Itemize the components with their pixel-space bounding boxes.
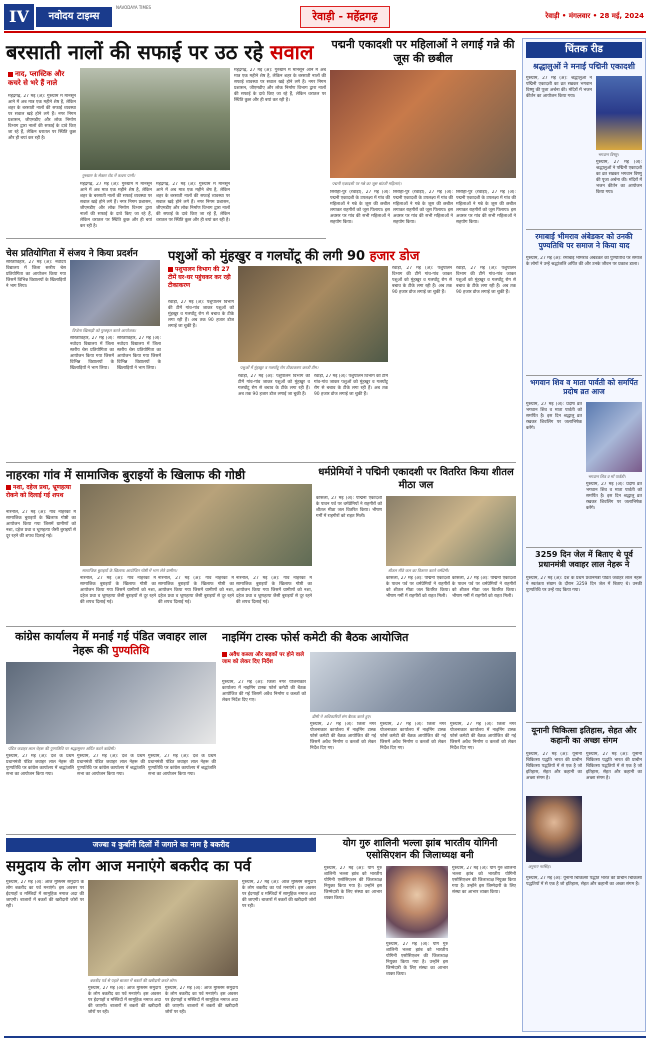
story1-body-col2: महेंद्रगढ़, 27 मई (अ): गुरुग्राम में मानसून आने में अब मात्र एक महीने शेष है, लेकिन शहर के बरसाती नालों की सफाई व्यवस्था पर सवाल खड़े होने लगे हैं। नगर निगम प्रशासन, जीएमडीए और लोक निर्माण विभाग द्वारा नालों की सफाई के दावे किए जा रहे हैं, लेकिन धरातल पर स्थिति कुछ और ही बयां कर रही है। xyxy=(80,182,152,229)
story4-body-col4: रेवाड़ी, 27 मई (अ): पशुपालन विभाग की टीमें गांव-गांव जाकर पशुओं को मुंहखुर व गलघोंटू रोग से बचाव के टीके लगा रही हैं। अब तक 90 हजार डोज लगाई जा चुकी हैं। xyxy=(392,266,452,295)
footer-rule xyxy=(4,1036,646,1038)
sidebar-item5-body: गुरुग्राम, 27 मई (अ): यूनानी चिकित्सा पद्धति भारत की प्राचीन चिकित्सा पद्धतियों में से एक है जो इतिहास, सेहत और कहानी का अच्छा संगम है। xyxy=(526,752,582,781)
story1-photo xyxy=(80,68,230,170)
story5-caption: सामाजिक बुराइयों के खिलाफ आयोजित गोष्ठी में भाग लेते ग्रामीण। xyxy=(82,568,178,573)
story8-photo xyxy=(310,652,516,712)
story1-body-col1: महेंद्रगढ़, 27 मई (अ): गुरुग्राम में मानसून आने में अब मात्र एक महीने शेष है, लेकिन शहर के बरसाती नालों की सफाई व्यवस्था पर सवाल खड़े होने लगे हैं। नगर निगम प्रशासन, जीएमडीए और लोक निर्माण विभाग द्वारा नालों की सफाई के दावे किए जा रहे हैं, लेकिन धरातल पर स्थिति कुछ और ही बयां कर रही है। xyxy=(8,94,76,141)
sidebar-item5-body-col3: गुरुग्राम, 27 मई (अ): यूनानी चिकित्सा पद्धति भारत की प्राचीन चिकित्सा पद्धतियों में से एक है जो इतिहास, सेहत और कहानी का अच्छा संगम है। xyxy=(526,876,642,887)
divider xyxy=(526,547,642,548)
sidebar-item5-caption: अनुराग नरसिंह। xyxy=(528,864,551,869)
divider xyxy=(6,238,326,239)
story4-body-col2: रेवाड़ी, 27 मई (अ): पशुपालन विभाग की टीमें गांव-गांव जाकर पशुओं को मुंहखुर व गलघोंटू रोग से बचाव के टीके लगा रही हैं। अब तक 90 हजार डोज लगाई जा चुकी हैं। xyxy=(238,374,310,397)
story7-photo xyxy=(6,662,216,744)
story7-body-col3: गुरुग्राम, 27 मई (अ): देश के प्रथम प्रधानमंत्री पंडित जवाहर लाल नेहरू की पुण्यतिथि पर कांग्रेस कार्यालय में श्रद्धांजलि सभा का आयोजन किया गया। xyxy=(148,754,216,777)
story4-body-col3: रेवाड़ी, 27 मई (अ): पशुपालन विभाग की टीमें गांव-गांव जाकर पशुओं को मुंहखुर व गलघोंटू रोग से बचाव के टीके लगा रही हैं। अब तक 90 हजार डोज लगाई जा चुकी हैं। xyxy=(314,374,388,397)
story6-body-col1: कोसली, 27 मई (अ): पद्मिनी एकादशी के पावन पर्व पर धर्मप्रेमियों ने राहगीरों को शीतल मीठा जल वितरित किया। भीषण गर्मी में राहगीरों को राहत मिली। xyxy=(316,496,382,519)
story2-body-col2: सिरोही-पुर (रेवाड़ी), 27 मई (अ): पद्मनी एकादशी के उपलक्ष्य में गांव की महिलाओं ने गन्ने के जूस की छबील लगाकर राहगीरों को जूस पिलाया। इस अवसर पर गांव की सभी महिलाओं ने सहयोग किया। xyxy=(393,190,453,225)
story7-caption: पंडित जवाहर लाल नेहरू की पुण्यतिथि पर श्रद्धासुमन अर्पित करते कांग्रेसी। xyxy=(8,746,116,751)
story8-body-col1: गुरुग्राम, 27 मई (अ): जिला नगर योजनाकार कार्यालय में नाइमिंग टास्क फोर्स कमेटी की बैठक आयोजित की गई जिसमें अवैध निर्माण व कब्जों को लेकर निर्देश दिए गए। xyxy=(222,680,306,703)
story3-body-col3: सरिताविहार, 27 मई (अ): नवोदय विद्यालय में जिला स्तरीय चेस प्रतियोगिता का आयोजन किया गया जिसमें विभिन्न विद्यालयों के खिलाड़ियों ने भाग लिया। xyxy=(117,336,161,371)
story7-headline-accent: पुण्यतिथि xyxy=(112,644,150,657)
story4-headline-accent: हजार डोज xyxy=(369,249,420,264)
bullet-icon xyxy=(222,652,227,657)
story1-subhead-text: नाद, प्लास्टिक और कचरे से भरे हैं नाले xyxy=(8,70,65,87)
sidebar-item4-headline: 3259 दिन जेल में बिताए थे पूर्व प्रधानमंत्री जवाहर लाल नेहरू ने xyxy=(535,550,633,569)
story2-caption: पद्मनी एकादशी पर गन्ने का जूस बांटती महिलाएं। xyxy=(332,181,402,186)
story5-body-col3: नारनौल, 27 मई (अ): गांव नाहरका में सामाजिक बुराइयों के खिलाफ गोष्ठी का आयोजन किया गया जिसमें ग्रामीणों को नशा, दहेज प्रथा व भ्रूणहत्या जैसी बुराइयों से दूर रहने की शपथ दिलाई गई। xyxy=(158,576,234,605)
page-number: IV xyxy=(4,4,34,30)
story3-headline: चेस प्रतियोगिता में संजय ने किया प्रदर्शन xyxy=(6,249,138,259)
story3-body-col1: सरिताविहार, 27 मई (अ): नवोदय विद्यालय में जिला स्तरीय चेस प्रतियोगिता का आयोजन किया गया जिसमें विभिन्न विद्यालयों के खिलाड़ियों ने भाग लिया। xyxy=(6,260,66,289)
story9-body-col1: गुरुग्राम, 27 मई (अ): आज मुस्लिम समुदाय के लोग बकरीद का पर्व मनाएंगे। इस अवसर पर ईदगाहों व मस्जिदों में सामूहिक नमाज अदा की जाएगी। बाजारों में बकरों की खरीदारी जोरों पर रही। xyxy=(6,880,84,909)
story10-portrait xyxy=(386,866,448,938)
story9-headline: समुदाय के लोग आज मनाएंगे बकरीद का पर्व xyxy=(6,857,251,875)
story4-headline-text: पशुओं को मुंहखुर व गलघोंटू की लगी 90 xyxy=(168,249,366,264)
story10-body-col3: गुरुग्राम, 27 मई (अ): योग गुरु शालिनी भल्ला झांब को भारतीय योगिनी एसोसिएशन की जिलाध्यक्ष नियुक्त किया गया है। उन्होंने इस जिम्मेदारी के लिए संस्था का आभार व्यक्त किया। xyxy=(452,866,516,895)
story5-subhead xyxy=(6,484,76,500)
story4-subhead xyxy=(168,266,234,290)
story5-headline: नाहरका गांव में सामाजिक बुराइयों के खिलाफ की गोष्ठी xyxy=(6,468,246,482)
story8-subhead xyxy=(222,652,306,666)
story9-kicker: जज्बा व कुर्बानी दिलों में जगाने का नाम है बकरीद xyxy=(6,838,316,852)
story1-headline-text: बरसाती नालों की सफाई पर उठ रहे xyxy=(6,40,264,64)
story6-photo xyxy=(386,496,516,566)
story10-headline: योग गुरु शालिनी भल्ला झांब भारतीय योगिनी एसोसिएशन की जिलाध्यक्ष बनी xyxy=(342,838,498,861)
story8-body-col2: गुरुग्राम, 27 मई (अ): जिला नगर योजनाकार कार्यालय में नाइमिंग टास्क फोर्स कमेटी की बैठक आयोजित की गई जिसमें अवैध निर्माण व कब्जों को लेकर निर्देश दिए गए। xyxy=(310,722,376,751)
story5-body-col2: नारनौल, 27 मई (अ): गांव नाहरका में सामाजिक बुराइयों के खिलाफ गोष्ठी का आयोजन किया गया जिसमें ग्रामीणों को नशा, दहेज प्रथा व भ्रूणहत्या जैसी बुराइयों से दूर रहने की शपथ दिलाई गई। xyxy=(80,576,156,605)
divider xyxy=(6,834,516,835)
story1-headline xyxy=(6,38,326,65)
sidebar-item3-caption: भगवान शिव व माँ पार्वती। xyxy=(588,474,626,479)
story4-photo xyxy=(238,266,388,362)
story1-body-col3: महेंद्रगढ़, 27 मई (अ): गुरुग्राम में मानसून आने में अब मात्र एक महीने शेष है, लेकिन शहर के बरसाती नालों की सफाई व्यवस्था पर सवाल खड़े होने लगे हैं। नगर निगम प्रशासन, जीएमडीए और लोक निर्माण विभाग द्वारा नालों की सफाई के दावे किए जा रहे हैं, लेकिन धरातल पर स्थिति कुछ और ही बयां कर रही है। xyxy=(156,182,230,223)
sidebar-item3-body: गुरुग्राम, 27 मई (अ): प्रदोष व्रत भगवान शिव व माता पार्वती को समर्पित है। इस दिन श्रद्धालु व्रत रखकर शिवलिंग पर जलाभिषेक करेंगे। xyxy=(526,402,582,431)
masthead-small-text: NAVODAYA TIMES xyxy=(116,5,152,10)
story2-headline: पद्मनी एकादशी पर महिलाओं ने लगाई गन्ने की जूस की छबील xyxy=(331,38,515,65)
story8-body-col4: गुरुग्राम, 27 मई (अ): जिला नगर योजनाकार कार्यालय में नाइमिंग टास्क फोर्स कमेटी की बैठक आयोजित की गई जिसमें अवैध निर्माण व कब्जों को लेकर निर्देश दिए गए। xyxy=(450,722,516,751)
sidebar-item2-headline: रमाबाई भीमराव अंबेडकर को उनकी पुण्यतिथि पर समाज ने किया याद xyxy=(535,232,633,250)
dateline: रेवाड़ी • मंगलवार • 28 मई, 2024 xyxy=(545,12,644,20)
story3-photo xyxy=(70,260,160,326)
story6-body-col2: कोसली, 27 मई (अ): पद्मिनी एकादशी के पावन पर्व पर धर्मप्रेमियों ने राहगीरों को शीतल मीठा जल वितरित किया। भीषण गर्मी में राहगीरों को राहत मिली। xyxy=(386,576,450,599)
story5-body-col4: नारनौल, 27 मई (अ): गांव नाहरका में सामाजिक बुराइयों के खिलाफ गोष्ठी का आयोजन किया गया जिसमें ग्रामीणों को नशा, दहेज प्रथा व भ्रूणहत्या जैसी बुराइयों से दूर रहने की शपथ दिलाई गई। xyxy=(236,576,312,605)
sidebar-item3-headline: भगवान शिव व माता पार्वती को समर्पित प्रदोष व्रत आज xyxy=(530,378,638,396)
sidebar-item1-body: गुरुग्राम, 27 मई (अ): श्रद्धालुओं ने पद्मिनी एकादशी का व्रत रखकर भगवान विष्णु की पूजा अर्चना की। मंदिरों में भजन कीर्तन का आयोजन किया गया। xyxy=(526,76,592,99)
bullet-icon xyxy=(6,485,11,490)
sidebar-item5-portrait xyxy=(526,796,582,862)
story8-headline: नाइमिंग टास्क फोर्स कमेटी की बैठक आयोजित xyxy=(222,631,409,644)
sidebar-item5-headline: यूनानी चिकित्सा इतिहास, सेहत और कहानी का अच्छा संगम xyxy=(531,726,637,745)
story8-body-col3: गुरुग्राम, 27 मई (अ): जिला नगर योजनाकार कार्यालय में नाइमिंग टास्क फोर्स कमेटी की बैठक आयोजित की गई जिसमें अवैध निर्माण व कब्जों को लेकर निर्देश दिए गए। xyxy=(380,722,446,751)
story2-body-col1: सिरोही-पुर (रेवाड़ी), 27 मई (अ): पद्मनी एकादशी के उपलक्ष्य में गांव की महिलाओं ने गन्ने के जूस की छबील लगाकर राहगीरों को जूस पिलाया। इस अवसर पर गांव की सभी महिलाओं ने सहयोग किया। xyxy=(330,190,390,225)
story3-caption: विजेता खिलाड़ी को पुरस्कृत करते आयोजक। xyxy=(72,328,137,333)
story7-headline-text: कांग्रेस कार्यालय में मनाई गई पंडित जवाहर लाल नेहरू की xyxy=(15,630,207,657)
story1-headline-accent: सवाल xyxy=(270,40,314,64)
story9-caption: बकरीद पर्व से पहले बाजार में बकरों की खरीदारी करते लोग। xyxy=(90,978,177,983)
sidebar-item4-body: गुरुग्राम, 27 मई (अ): देश के प्रथम प्रधानमंत्री पंडित जवाहर लाल नेहरू ने स्वतंत्रता संग्राम के दौरान 3259 दिन जेल में बिताए थे। उनकी पुण्यतिथि पर उन्हें याद किया गया। xyxy=(526,576,642,593)
story8-caption: डीसी ने अधिकारियों संग बैठक करते हुए। xyxy=(312,714,371,719)
story3-body-col2: सरिताविहार, 27 मई (अ): नवोदय विद्यालय में जिला स्तरीय चेस प्रतियोगिता का आयोजन किया गया जिसमें विभिन्न विद्यालयों के खिलाड़ियों ने भाग लिया। xyxy=(70,336,114,371)
story6-body-col3: कोसली, 27 मई (अ): पद्मिनी एकादशी के पावन पर्व पर धर्मप्रेमियों ने राहगीरों को शीतल मीठा जल वितरित किया। भीषण गर्मी में राहगीरों को राहत मिली। xyxy=(452,576,516,599)
story6-headline: धर्मप्रेमियों ने पद्मिनी एकादशी पर वितरित किया शीतल मीठा जल xyxy=(318,467,514,491)
story4-caption: पशुओं में मुंहखुर व गलघोंटू रोग टीकाकरण करती टीम। xyxy=(240,365,319,370)
divider xyxy=(526,722,642,723)
story4-body-col1: रेवाड़ी, 27 मई (अ): पशुपालन विभाग की टीमें गांव-गांव जाकर पशुओं को मुंहखुर व गलघोंटू रोग से बचाव के टीके लगा रही हैं। अब तक 90 हजार डोज लगाई जा चुकी हैं। xyxy=(168,300,234,329)
story4-subhead-text: पशुपालन विभाग की 27 टीमें घर-घर पहुंचकर कर रही टीकाकरण xyxy=(168,266,231,289)
story4-body-col5: रेवाड़ी, 27 मई (अ): पशुपालन विभाग की टीमें गांव-गांव जाकर पशुओं को मुंहखुर व गलघोंटू रोग से बचाव के टीके लगा रही हैं। अब तक 90 हजार डोज लगाई जा चुकी हैं। xyxy=(456,266,516,295)
sidebar-item5-body-col2: गुरुग्राम, 27 मई (अ): यूनानी चिकित्सा पद्धति भारत की प्राचीन चिकित्सा पद्धतियों में से एक है जो इतिहास, सेहत और कहानी का अच्छा संगम है। xyxy=(586,752,642,781)
sidebar-item3-body-col2: गुरुग्राम, 27 मई (अ): प्रदोष व्रत भगवान शिव व माता पार्वती को समर्पित है। इस दिन श्रद्धालु व्रत रखकर शिवलिंग पर जलाभिषेक करेंगे। xyxy=(586,482,642,511)
divider xyxy=(6,462,516,463)
story6-caption: शीतल मीठे जल का वितरण करते धर्मप्रेमी। xyxy=(388,568,450,573)
sidebar-item3-photo xyxy=(586,402,642,472)
section-title: रेवाड़ी - महेंद्रगढ़ xyxy=(300,6,390,28)
story9-photo xyxy=(88,880,238,976)
header-rule xyxy=(4,31,646,33)
divider xyxy=(526,375,642,376)
story7-body-col2: गुरुग्राम, 27 मई (अ): देश के प्रथम प्रधानमंत्री पंडित जवाहर लाल नेहरू की पुण्यतिथि पर कांग्रेस कार्यालय में श्रद्धांजलि सभा का आयोजन किया गया। xyxy=(77,754,145,777)
story1-caption: गुरुग्राम के सेक्टर रोड में कचरा पानी। xyxy=(82,173,136,178)
sidebar-title: चिंतक रीड xyxy=(526,42,642,58)
story7-body-col1: गुरुग्राम, 27 मई (अ): देश के प्रथम प्रधानमंत्री पंडित जवाहर लाल नेहरू की पुण्यतिथि पर कांग्रेस कार्यालय में श्रद्धांजलि सभा का आयोजन किया गया। xyxy=(6,754,74,777)
masthead-logo: नवोदय टाइम्स xyxy=(36,7,112,27)
sidebar-item1-body-col2: गुरुग्राम, 27 मई (अ): श्रद्धालुओं ने पद्मिनी एकादशी का व्रत रखकर भगवान विष्णु की पूजा अर्चना की। मंदिरों में भजन कीर्तन का आयोजन किया गया। xyxy=(596,160,642,195)
story5-subhead-text: नशा, दहेज प्रथा, भ्रूणहत्या रोकने को दिलाई गई शपथ xyxy=(6,484,71,499)
story8-subhead-text: अवैध कब्जा और सड़कों पर होने वाले जाम को लेकर दिए निर्देश xyxy=(222,652,305,665)
divider xyxy=(526,229,642,230)
divider xyxy=(6,626,516,627)
bullet-icon xyxy=(8,72,13,77)
story9-body-col2: गुरुग्राम, 27 मई (अ): आज मुस्लिम समुदाय के लोग बकरीद का पर्व मनाएंगे। इस अवसर पर ईदगाहों व मस्जिदों में सामूहिक नमाज अदा की जाएगी। बाजारों में बकरों की खरीदारी जोरों पर रही। xyxy=(88,986,161,1015)
story10-body-col1: गुरुग्राम, 27 मई (अ): योग गुरु शालिनी भल्ला झांब को भारतीय योगिनी एसोसिएशन की जिलाध्यक्ष नियुक्त किया गया है। उन्होंने इस जिम्मेदारी के लिए संस्था का आभार व्यक्त किया। xyxy=(324,866,382,901)
story1-subhead xyxy=(8,70,78,88)
story10-body-col2: गुरुग्राम, 27 मई (अ): योग गुरु शालिनी भल्ला झांब को भारतीय योगिनी एसोसिएशन की जिलाध्यक्ष नियुक्त किया गया है। उन्होंने इस जिम्मेदारी के लिए संस्था का आभार व्यक्त किया। xyxy=(386,942,448,977)
story2-photo xyxy=(330,70,516,178)
story9-body-col4: गुरुग्राम, 27 मई (अ): आज मुस्लिम समुदाय के लोग बकरीद का पर्व मनाएंगे। इस अवसर पर ईदगाहों व मस्जिदों में सामूहिक नमाज अदा की जाएगी। बाजारों में बकरों की खरीदारी जोरों पर रही। xyxy=(242,880,316,909)
bullet-icon xyxy=(168,267,173,272)
sidebar-item2-body: गुरुग्राम, 27 मई (अ): रमाबाई भीमराव अंबेडकर की पुण्यतिथि पर समाज के लोगों ने उन्हें श्रद्धांजलि अर्पित की और उनके जीवन पर प्रकाश डाला। xyxy=(526,256,642,267)
story2-body-col3: सिरोही-पुर (रेवाड़ी), 27 मई (अ): पद्मनी एकादशी के उपलक्ष्य में गांव की महिलाओं ने गन्ने के जूस की छबील लगाकर राहगीरों को जूस पिलाया। इस अवसर पर गांव की सभी महिलाओं ने सहयोग किया। xyxy=(456,190,516,225)
story1-body-col4: महेंद्रगढ़, 27 मई (अ): गुरुग्राम में मानसून आने में अब मात्र एक महीने शेष है, लेकिन शहर के बरसाती नालों की सफाई व्यवस्था पर सवाल खड़े होने लगे हैं। नगर निगम प्रशासन, जीएमडीए और लोक निर्माण विभाग द्वारा नालों की सफाई के दावे किए जा रहे हैं, लेकिन धरातल पर स्थिति कुछ और ही बयां कर रही है। xyxy=(234,68,326,103)
sidebar-item1-headline: श्रद्धालुओं ने मनाई पद्मिनी एकादशी xyxy=(533,62,635,71)
story5-photo xyxy=(80,484,312,566)
sidebar-item1-caption: भगवान विष्णु। xyxy=(598,152,619,157)
story4-headline xyxy=(168,246,516,264)
story7-headline xyxy=(6,630,216,658)
sidebar-item1-photo xyxy=(596,76,642,150)
story5-body-col1: नारनौल, 27 मई (अ): गांव नाहरका में सामाजिक बुराइयों के खिलाफ गोष्ठी का आयोजन किया गया जिसमें ग्रामीणों को नशा, दहेज प्रथा व भ्रूणहत्या जैसी बुराइयों से दूर रहने की शपथ दिलाई गई। xyxy=(6,510,76,539)
story9-body-col3: गुरुग्राम, 27 मई (अ): आज मुस्लिम समुदाय के लोग बकरीद का पर्व मनाएंगे। इस अवसर पर ईदगाहों व मस्जिदों में सामूहिक नमाज अदा की जाएगी। बाजारों में बकरों की खरीदारी जोरों पर रही। xyxy=(165,986,238,1015)
